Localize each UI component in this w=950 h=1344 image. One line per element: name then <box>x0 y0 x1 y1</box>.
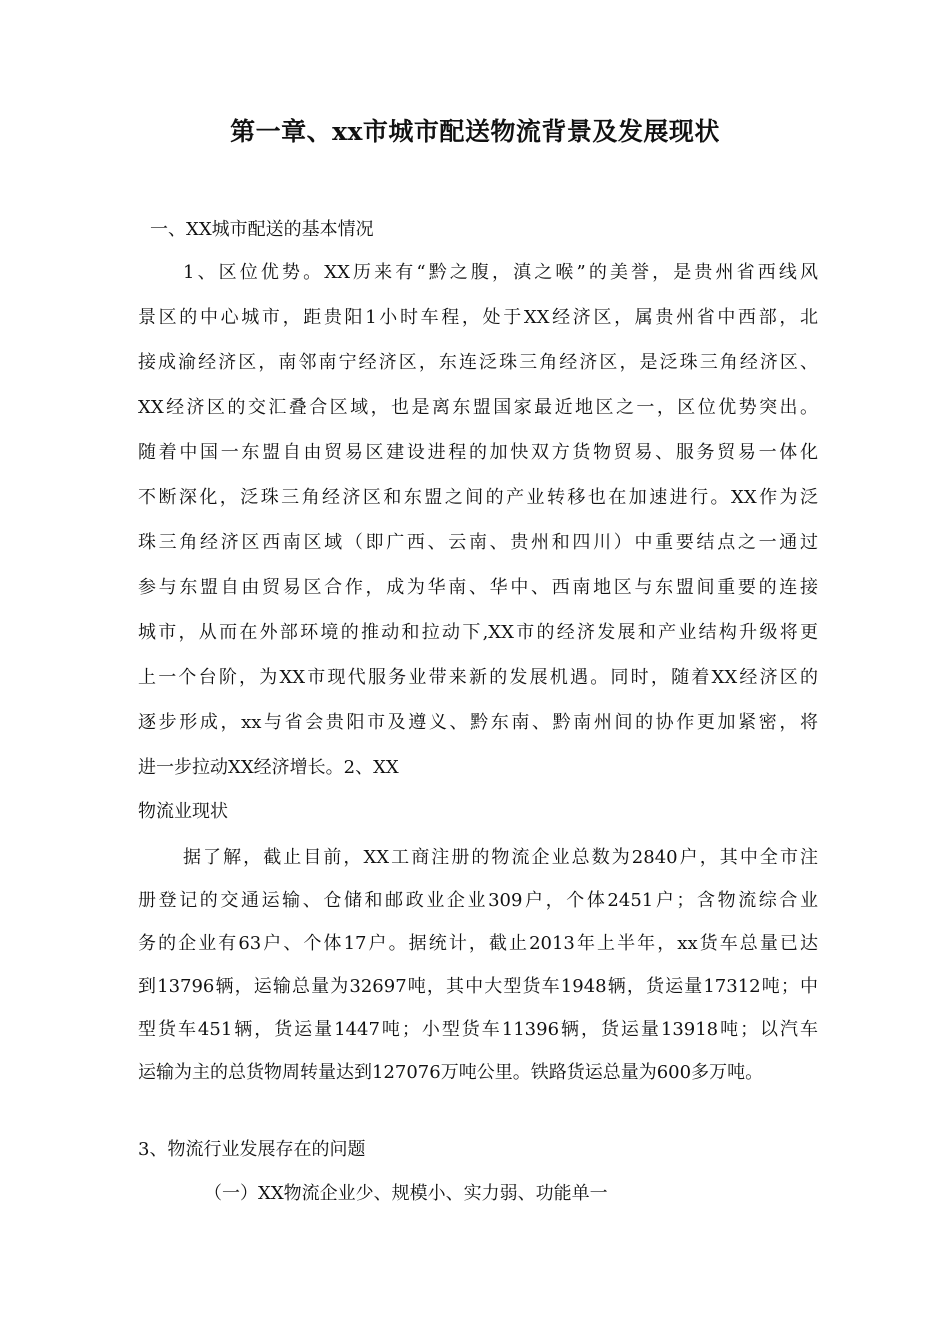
paragraph-line: 上一个台阶，为XX市现代服务业带来新的发展机遇。同时，随着XX经济区的 <box>138 667 818 688</box>
paragraph-line: 珠三角经济区西南区域（即广西、云南、贵州和四川）中重要结点之一通过 <box>138 532 818 553</box>
subsection-heading: （一）XX物流企业少、规模小、实力弱、功能单一 <box>204 1183 608 1204</box>
paragraph-line: 册登记的交通运输、仓储和邮政业企业309户，个体2451户；含物流综合业 <box>138 890 818 911</box>
paragraph-line: 务的企业有63户、个体17户。据统计，截止2013年上半年，xx货车总量已达 <box>138 933 818 954</box>
paragraph-line: 运输为主的总货物周转量达到127076万吨公里。铁路货运总量为600多万吨。 <box>138 1062 764 1083</box>
paragraph-line: 据了解，截止目前，XX工商注册的物流企业总数为2840户，其中全市注 <box>183 847 818 868</box>
section-heading-problems: 3、物流行业发展存在的问题 <box>138 1139 366 1160</box>
paragraph-line: 景区的中心城市，距贵阳1小时车程，处于XX经济区，属贵州省中西部，北 <box>138 307 818 328</box>
paragraph-line: 到13796辆，运输总量为32697吨，其中大型货车1948辆，货运量17312吨；中 <box>138 976 818 997</box>
paragraph-line: 随着中国一东盟自由贸易区建设进程的加快双方货物贸易、服务贸易一体化 <box>138 442 818 463</box>
paragraph-line: 型货车451辆，货运量1447吨；小型货车11396辆，货运量13918吨；以汽车 <box>138 1019 818 1040</box>
paragraph-line: 进一步拉动XX经济增长。2、XX <box>138 757 399 778</box>
paragraph-line: XX经济区的交汇叠合区域，也是离东盟国家最近地区之一，区位优势突出。 <box>138 397 818 418</box>
subheading-logistics-status: 物流业现状 <box>138 801 228 822</box>
section-heading-basic-situation: 一、XX城市配送的基本情况 <box>150 219 374 240</box>
paragraph-line: 不断深化，泛珠三角经济区和东盟之间的产业转移也在加速进行。XX作为泛 <box>138 487 818 508</box>
paragraph-line: 逐步形成，xx与省会贵阳市及遵义、黔东南、黔南州间的协作更加紧密，将 <box>138 712 818 733</box>
paragraph-line: 接成渝经济区，南邻南宁经济区，东连泛珠三角经济区，是泛珠三角经济区、 <box>138 352 818 373</box>
paragraph-line: 1、区位优势。XX历来有“黔之腹，滇之喉”的美誉，是贵州省西线风 <box>183 262 818 283</box>
paragraph-line: 城市，从而在外部环境的推动和拉动下,XX市的经济发展和产业结构升级将更 <box>138 622 818 643</box>
paragraph-line: 参与东盟自由贸易区合作，成为华南、华中、西南地区与东盟间重要的连接 <box>138 577 818 598</box>
chapter-title: 第一章、xx市城市配送物流背景及发展现状 <box>230 117 720 146</box>
